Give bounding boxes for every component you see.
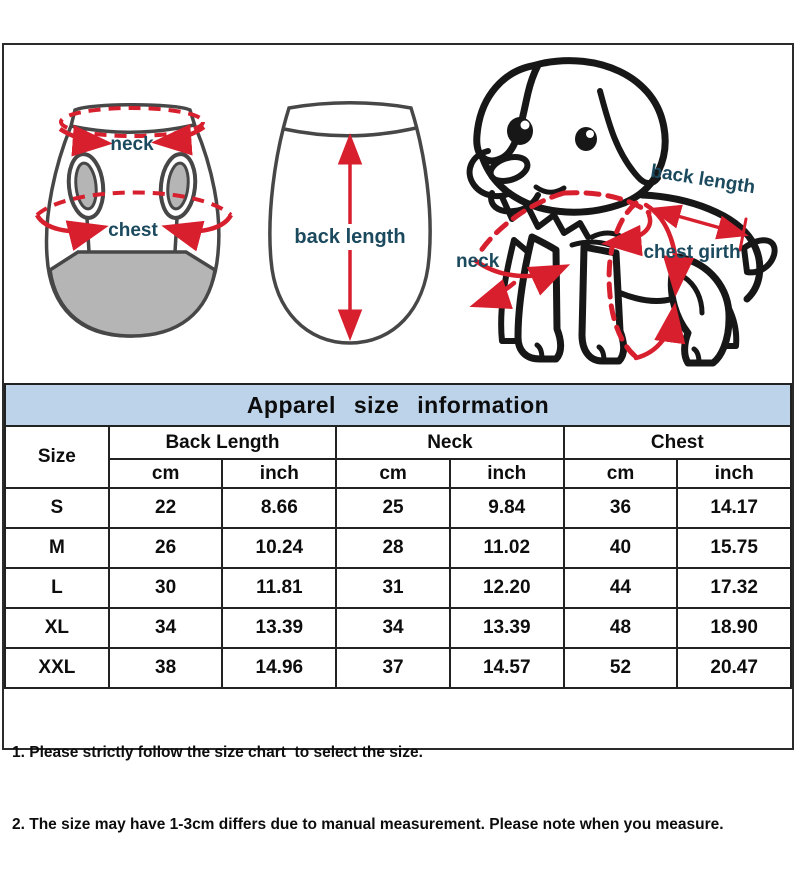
back-length-label: back length — [294, 226, 406, 248]
value-cell: 13.39 — [222, 608, 336, 648]
table-row-xl — [5, 608, 791, 648]
value-cell: 34 — [109, 608, 223, 648]
measurement-illustrations — [4, 45, 792, 383]
value-cell: 11.02 — [450, 528, 564, 568]
vest-belly-panel — [50, 252, 215, 336]
dog-neck-label: neck — [456, 251, 500, 272]
value-cell: 34 — [336, 608, 450, 648]
table-row-xxl — [5, 648, 791, 688]
garment-front-diagram — [28, 98, 238, 348]
front-neck-label: neck — [110, 134, 154, 155]
table-row-l — [5, 568, 791, 608]
front-chest-label: chest — [108, 220, 158, 241]
value-cell: 15.75 — [677, 528, 791, 568]
dog-measurement-diagram — [452, 45, 790, 380]
size-table — [4, 383, 792, 689]
unit-header: cm — [109, 459, 223, 488]
value-cell: 14.96 — [222, 648, 336, 688]
value-cell: 17.32 — [677, 568, 791, 608]
group-header-neck: Neck — [336, 426, 563, 459]
value-cell: 48 — [564, 608, 678, 648]
unit-header: cm — [336, 459, 450, 488]
value-cell: 18.90 — [677, 608, 791, 648]
note-2: 2. The size may have 1-3cm differs due to manual measurement. Please note when you measure. — [12, 816, 724, 834]
table-row-s — [5, 488, 791, 528]
unit-header: inch — [677, 459, 791, 488]
dog-outline — [470, 61, 775, 363]
value-cell: 26 — [109, 528, 223, 568]
note-1: 1. Please strictly follow the size chart to select the size. — [12, 744, 423, 762]
value-cell: 20.47 — [677, 648, 791, 688]
value-cell: 11.81 — [222, 568, 336, 608]
garment-back-diagram — [262, 98, 442, 350]
dog-back-length-label: back length — [649, 160, 757, 199]
value-cell: 28 — [336, 528, 450, 568]
value-cell: 10.24 — [222, 528, 336, 568]
value-cell: 38 — [109, 648, 223, 688]
size-label-cell: M — [5, 528, 109, 568]
table-row-m — [5, 528, 791, 568]
value-cell: 22 — [109, 488, 223, 528]
value-cell: 12.20 — [450, 568, 564, 608]
size-label-cell: XL — [5, 608, 109, 648]
group-header-row — [5, 426, 791, 459]
notes-section — [4, 689, 792, 885]
size-label-cell: L — [5, 568, 109, 608]
value-cell: 31 — [336, 568, 450, 608]
unit-header: inch — [222, 459, 336, 488]
value-cell: 30 — [109, 568, 223, 608]
size-column-header: Size — [5, 426, 109, 488]
group-header-chest: Chest — [564, 426, 791, 459]
value-cell: 14.57 — [450, 648, 564, 688]
value-cell: 44 — [564, 568, 678, 608]
dog-chest-girth-label: chest girth — [643, 242, 741, 263]
unit-header: cm — [564, 459, 678, 488]
content-frame — [2, 43, 794, 834]
value-cell: 14.17 — [677, 488, 791, 528]
value-cell: 9.84 — [450, 488, 564, 528]
value-cell: 25 — [336, 488, 450, 528]
size-label-cell: S — [5, 488, 109, 528]
size-label-cell: XXL — [5, 648, 109, 688]
unit-header: inch — [450, 459, 564, 488]
value-cell: 40 — [564, 528, 678, 568]
value-cell: 37 — [336, 648, 450, 688]
value-cell: 52 — [564, 648, 678, 688]
group-header-back-length: Back Length — [109, 426, 336, 459]
value-cell: 13.39 — [450, 608, 564, 648]
value-cell: 36 — [564, 488, 678, 528]
table-title-row — [5, 384, 791, 426]
unit-header-row — [5, 459, 791, 488]
table-title: Apparel size information — [5, 384, 791, 426]
value-cell: 8.66 — [222, 488, 336, 528]
